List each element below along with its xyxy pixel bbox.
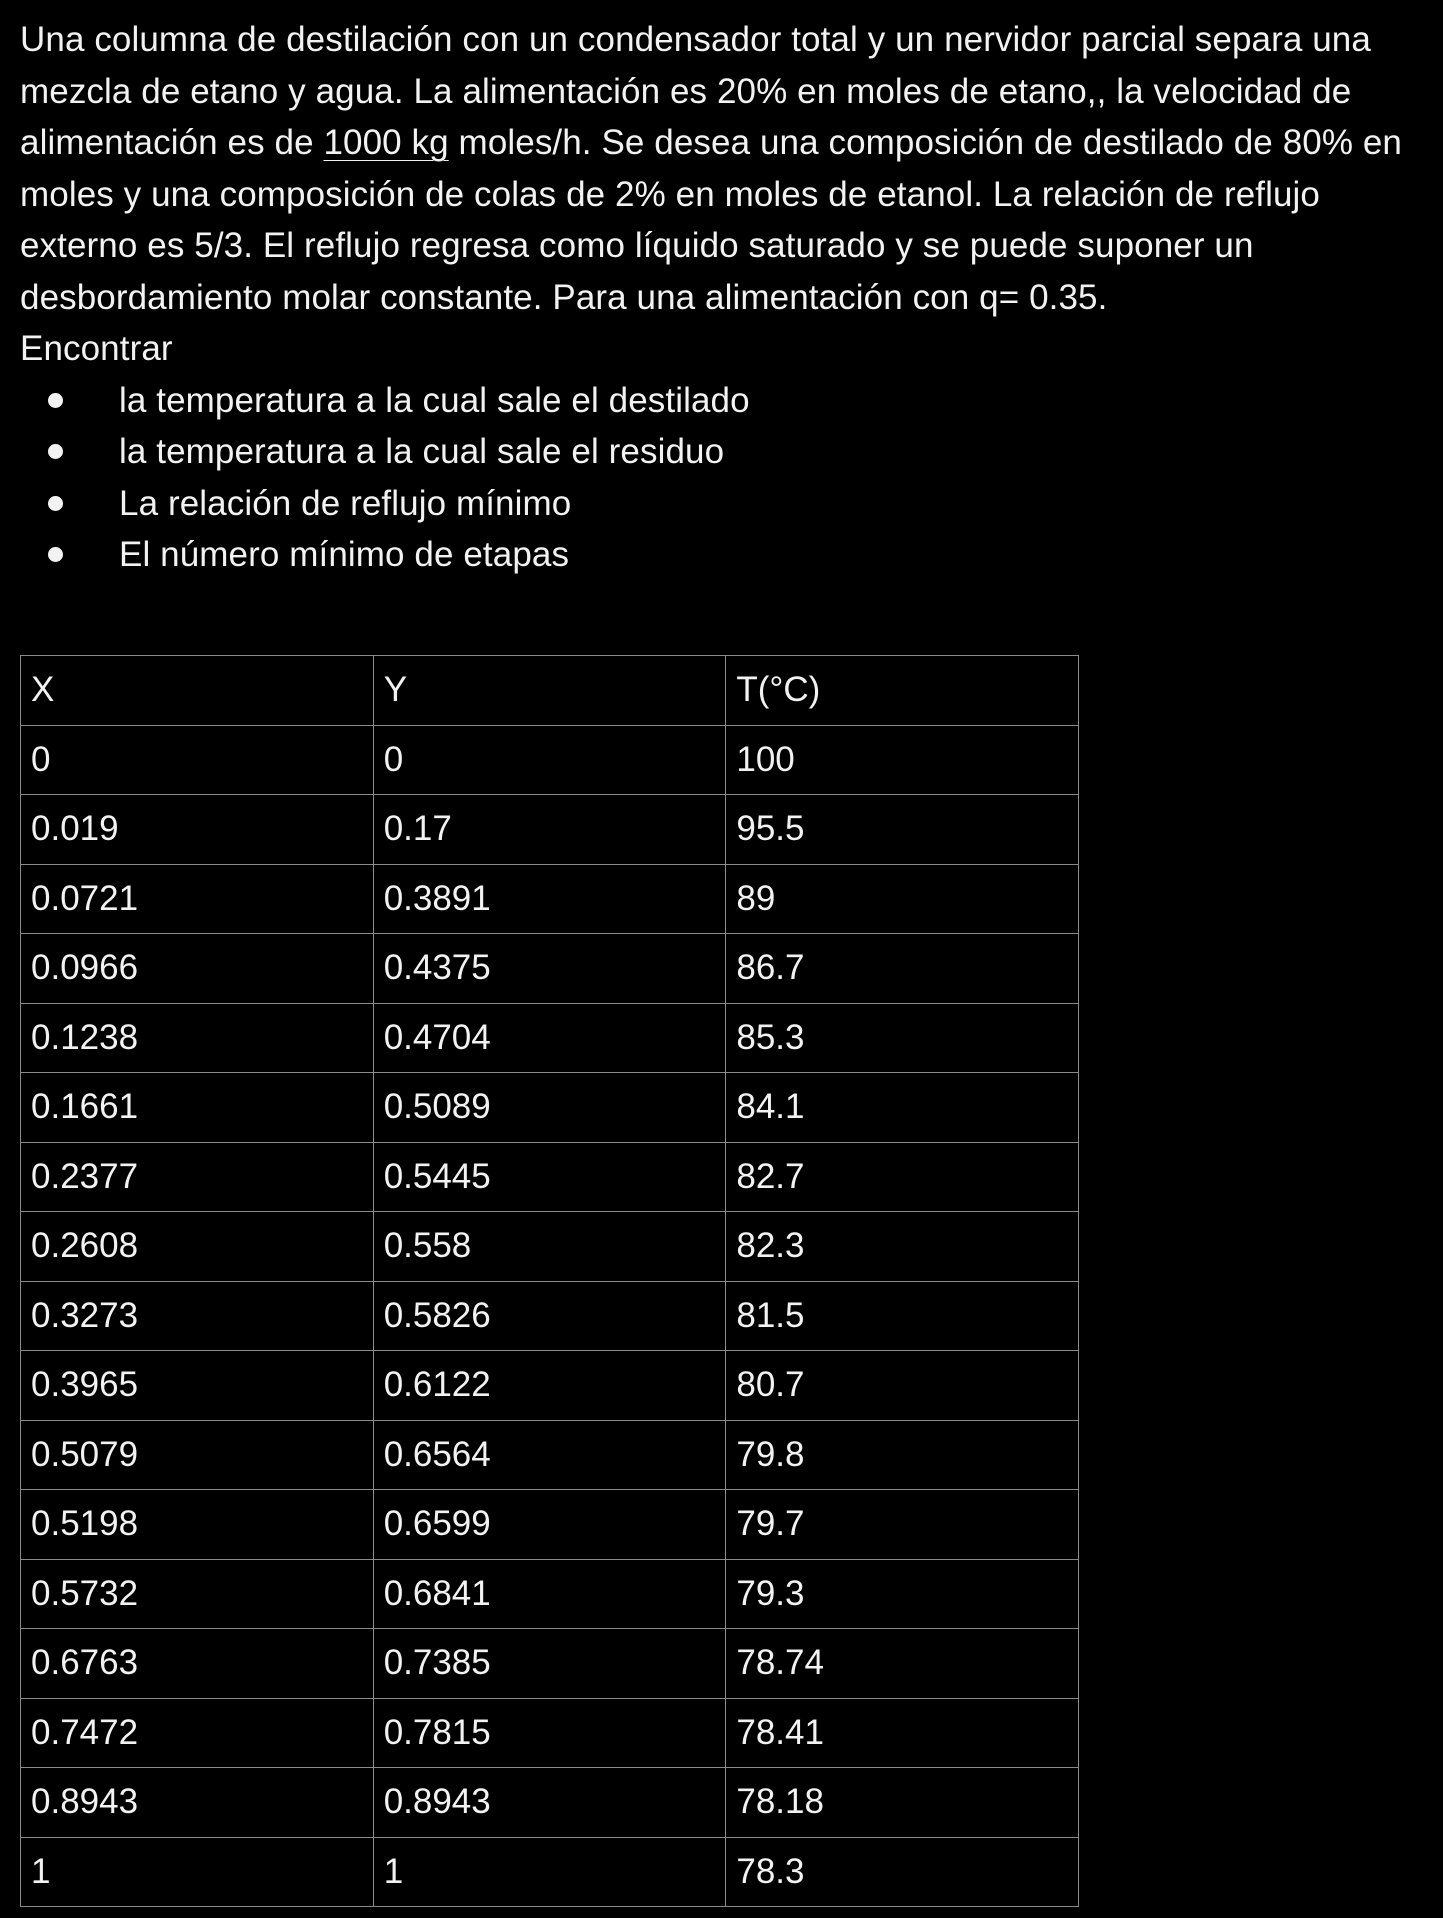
cell-y: 0.17 <box>373 795 726 865</box>
table-header-row <box>21 656 1079 726</box>
table-row <box>21 1073 1079 1143</box>
table-row <box>21 1559 1079 1629</box>
cell-temperature: 82.3 <box>726 1212 1079 1282</box>
table-row <box>21 864 1079 934</box>
cell-temperature: 84.1 <box>726 1073 1079 1143</box>
list-item <box>20 375 1435 427</box>
table-row <box>21 1142 1079 1212</box>
cell-temperature: 89 <box>726 864 1079 934</box>
list-item <box>20 478 1435 530</box>
cell-temperature: 79.8 <box>726 1420 1079 1490</box>
cell-temperature: 78.3 <box>726 1837 1079 1907</box>
list-item-text: la temperatura a la cual sale el destilado <box>119 380 750 420</box>
cell-x: 0.6763 <box>21 1629 374 1699</box>
cell-x: 0.1238 <box>21 1003 374 1073</box>
bullet-icon <box>48 393 63 408</box>
cell-temperature: 78.18 <box>726 1768 1079 1838</box>
cell-x: 0.3273 <box>21 1281 374 1351</box>
equilibrium-data-table <box>20 655 1079 1907</box>
cell-y: 0.7815 <box>373 1698 726 1768</box>
cell-x: 0.7472 <box>21 1698 374 1768</box>
cell-y: 0.6122 <box>373 1351 726 1421</box>
table-row <box>21 1698 1079 1768</box>
table-row <box>21 1212 1079 1282</box>
cell-temperature: 78.41 <box>726 1698 1079 1768</box>
cell-y: 0.4375 <box>373 934 726 1004</box>
column-header-temperature: T(°C) <box>726 656 1079 726</box>
cell-x: 0.0721 <box>21 864 374 934</box>
list-item-text: El número mínimo de etapas <box>119 535 570 574</box>
cell-y: 0 <box>373 725 726 795</box>
bullet-icon <box>48 547 63 562</box>
list-item-text: la temperatura a la cual sale el residuo <box>119 432 725 471</box>
cell-y: 1 <box>373 1837 726 1907</box>
cell-x: 0.0966 <box>21 934 374 1004</box>
cell-x: 0.2377 <box>21 1142 374 1212</box>
cell-y: 0.5089 <box>373 1073 726 1143</box>
column-header-x: X <box>21 656 374 726</box>
cell-temperature: 78.74 <box>726 1629 1079 1699</box>
table-body <box>21 725 1079 1907</box>
cell-x: 0.019 <box>21 795 374 865</box>
table-row <box>21 1420 1079 1490</box>
bullet-icon <box>48 444 63 459</box>
cell-y: 0.6841 <box>373 1559 726 1629</box>
problem-text-end: moles/h. Se desea una composición de destilado de 80% en moles y una composición de colas de 2% en moles de etanol. La relación de reflujo externo es 5/3. El reflujo regresa como líquido saturado y se puede suponer un desbordamiento molar constante. Para una alimentación con q= 0.35. <box>20 123 1402 317</box>
find-label: Encontrar <box>20 329 173 368</box>
cell-y: 0.6564 <box>373 1420 726 1490</box>
cell-x: 1 <box>21 1837 374 1907</box>
list-item <box>20 529 1435 581</box>
cell-temperature: 79.7 <box>726 1490 1079 1560</box>
cell-temperature: 82.7 <box>726 1142 1079 1212</box>
cell-temperature: 79.3 <box>726 1559 1079 1629</box>
table-row <box>21 795 1079 865</box>
feed-rate-underlined: 1000 kg <box>323 123 449 162</box>
cell-y: 0.8943 <box>373 1768 726 1838</box>
table-row <box>21 725 1079 795</box>
problem-paragraph <box>20 14 1435 323</box>
cell-x: 0.5198 <box>21 1490 374 1560</box>
cell-y: 0.6599 <box>373 1490 726 1560</box>
cell-x: 0.2608 <box>21 1212 374 1282</box>
cell-x: 0 <box>21 725 374 795</box>
cell-x: 0.3965 <box>21 1351 374 1421</box>
cell-x: 0.1661 <box>21 1073 374 1143</box>
table-row <box>21 1351 1079 1421</box>
cell-temperature: 81.5 <box>726 1281 1079 1351</box>
table-row <box>21 1629 1079 1699</box>
cell-y: 0.4704 <box>373 1003 726 1073</box>
table-row <box>21 1837 1079 1907</box>
bullet-icon <box>48 496 63 511</box>
cell-temperature: 95.5 <box>726 795 1079 865</box>
cell-x: 0.5732 <box>21 1559 374 1629</box>
cell-y: 0.5826 <box>373 1281 726 1351</box>
cell-temperature: 85.3 <box>726 1003 1079 1073</box>
tasks-list <box>20 375 1435 581</box>
table-row <box>21 934 1079 1004</box>
cell-y: 0.558 <box>373 1212 726 1282</box>
table-row <box>21 1281 1079 1351</box>
table-row <box>21 1768 1079 1838</box>
cell-y: 0.7385 <box>373 1629 726 1699</box>
problem-text-start: Una columna de destilación con un condensador total y un nervidor parcial separa una mezcla de etano y agua. La alimentación es 20% en moles de etano,, la velocidad de alimentación es de <box>20 20 1371 162</box>
cell-x: 0.5079 <box>21 1420 374 1490</box>
cell-y: 0.3891 <box>373 864 726 934</box>
cell-temperature: 100 <box>726 725 1079 795</box>
list-item <box>20 426 1435 478</box>
cell-y: 0.5445 <box>373 1142 726 1212</box>
cell-x: 0.8943 <box>21 1768 374 1838</box>
table-row <box>21 1490 1079 1560</box>
cell-temperature: 80.7 <box>726 1351 1079 1421</box>
problem-statement <box>20 14 1435 581</box>
table-row <box>21 1003 1079 1073</box>
list-item-text: La relación de reflujo mínimo <box>119 483 572 523</box>
cell-temperature: 86.7 <box>726 934 1079 1004</box>
column-header-y: Y <box>373 656 726 726</box>
